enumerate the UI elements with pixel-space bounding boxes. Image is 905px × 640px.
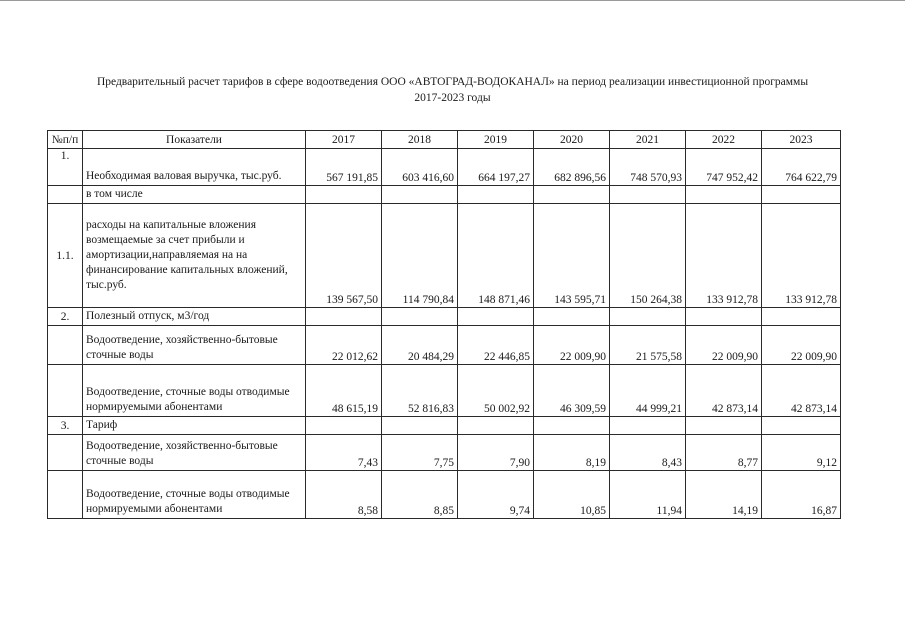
row-value-2020: [534, 186, 610, 204]
row-value-2020: [534, 308, 610, 326]
row-value-2021: 11,94: [610, 471, 686, 519]
row-value-2018: 20 484,29: [382, 326, 458, 365]
row-value-2022: 22 009,90: [686, 326, 762, 365]
row-value-2019: 664 197,27: [458, 149, 534, 186]
row-label: Водоотведение, хозяйственно-бытовые сточные воды: [83, 326, 306, 365]
row-value-2017: 139 567,50: [306, 204, 382, 308]
row-value-2020: 10,85: [534, 471, 610, 519]
document-title: [40, 74, 865, 106]
row-value-2020: 8,19: [534, 435, 610, 471]
table-row-tariff-normalized: [48, 471, 841, 519]
row-value-2021: 44 999,21: [610, 365, 686, 417]
row-value-2017: 7,43: [306, 435, 382, 471]
document-title-line-2: 2017-2023 годы: [414, 92, 491, 104]
table-row-revenue: [48, 149, 841, 186]
table-row-supply-household: [48, 326, 841, 365]
row-label: Водоотведение, хозяйственно-бытовые сточные воды: [83, 435, 306, 471]
table-row-tariff: [48, 417, 841, 435]
header-year-2023: 2023: [762, 131, 841, 149]
row-num: 1.1.: [48, 204, 83, 308]
row-value-2019: [458, 417, 534, 435]
table-row-supply-normalized: [48, 365, 841, 417]
row-value-2017: 8,58: [306, 471, 382, 519]
row-value-2021: 21 575,58: [610, 326, 686, 365]
row-value-2021: 748 570,93: [610, 149, 686, 186]
row-num: 1.: [48, 149, 83, 186]
row-value-2019: 50 002,92: [458, 365, 534, 417]
row-num: [48, 435, 83, 471]
row-value-2020: 46 309,59: [534, 365, 610, 417]
header-year-2020: 2020: [534, 131, 610, 149]
header-year-2022: 2022: [686, 131, 762, 149]
row-value-2021: [610, 417, 686, 435]
header-year-2019: 2019: [458, 131, 534, 149]
row-value-2021: 150 264,38: [610, 204, 686, 308]
header-num: №п/п: [48, 131, 83, 149]
page-top-rule: [0, 0, 905, 1]
tariff-table: [47, 130, 841, 519]
row-value-2020: 22 009,90: [534, 326, 610, 365]
row-value-2023: 9,12: [762, 435, 841, 471]
row-value-2021: 8,43: [610, 435, 686, 471]
row-label: Полезный отпуск, м3/год: [83, 308, 306, 326]
row-value-2019: 7,90: [458, 435, 534, 471]
row-num: [48, 186, 83, 204]
row-num: [48, 365, 83, 417]
row-value-2020: 143 595,71: [534, 204, 610, 308]
row-value-2017: 567 191,85: [306, 149, 382, 186]
row-value-2017: 48 615,19: [306, 365, 382, 417]
row-value-2019: [458, 308, 534, 326]
row-value-2021: [610, 308, 686, 326]
row-value-2019: [458, 186, 534, 204]
document-title-line-1: Предварительный расчет тарифов в сфере водоотведения ООО «АВТОГРАД-ВОДОКАНАЛ» на период реализации инвестиционной программы: [96, 76, 809, 88]
row-value-2023: [762, 308, 841, 326]
row-num: 2.: [48, 308, 83, 326]
row-value-2020: [534, 417, 610, 435]
row-label: в том числе: [83, 186, 306, 204]
row-value-2021: [610, 186, 686, 204]
row-value-2018: [382, 308, 458, 326]
row-label: расходы на капитальные вложения возмещаемые за счет прибыли и амортизации,направляемая на на финансирование капитальных вложений, тыс.руб.: [83, 204, 306, 308]
row-value-2022: [686, 417, 762, 435]
row-value-2017: [306, 308, 382, 326]
row-value-2022: 42 873,14: [686, 365, 762, 417]
row-value-2019: 9,74: [458, 471, 534, 519]
table-row-capital-expenses: [48, 204, 841, 308]
row-value-2022: [686, 308, 762, 326]
row-value-2022: 14,19: [686, 471, 762, 519]
row-value-2022: 747 952,42: [686, 149, 762, 186]
header-year-2017: 2017: [306, 131, 382, 149]
row-value-2019: 22 446,85: [458, 326, 534, 365]
row-value-2020: 682 896,56: [534, 149, 610, 186]
row-value-2018: 52 816,83: [382, 365, 458, 417]
row-value-2018: [382, 417, 458, 435]
row-value-2018: 8,85: [382, 471, 458, 519]
row-value-2023: 42 873,14: [762, 365, 841, 417]
row-value-2019: 148 871,46: [458, 204, 534, 308]
row-value-2022: 8,77: [686, 435, 762, 471]
row-value-2022: [686, 186, 762, 204]
row-value-2017: 22 012,62: [306, 326, 382, 365]
row-value-2018: [382, 186, 458, 204]
header-year-2018: 2018: [382, 131, 458, 149]
row-value-2023: [762, 417, 841, 435]
row-value-2023: 133 912,78: [762, 204, 841, 308]
row-label: Тариф: [83, 417, 306, 435]
row-value-2022: 133 912,78: [686, 204, 762, 308]
row-num: [48, 326, 83, 365]
table-row-useful-supply: [48, 308, 841, 326]
row-label: Водоотведение, сточные воды отводимые нормируемыми абонентами: [83, 471, 306, 519]
table-row-tariff-household: [48, 435, 841, 471]
row-label: Водоотведение, сточные воды отводимые нормируемыми абонентами: [83, 365, 306, 417]
table-row-including: [48, 186, 841, 204]
row-value-2023: 22 009,90: [762, 326, 841, 365]
row-num: 3.: [48, 417, 83, 435]
row-value-2023: [762, 186, 841, 204]
row-value-2018: 603 416,60: [382, 149, 458, 186]
row-num: [48, 471, 83, 519]
row-value-2017: [306, 417, 382, 435]
row-value-2023: 16,87: [762, 471, 841, 519]
row-value-2023: 764 622,79: [762, 149, 841, 186]
row-label: Необходимая валовая выручка, тыс.руб.: [83, 149, 306, 186]
row-value-2018: 7,75: [382, 435, 458, 471]
row-value-2017: [306, 186, 382, 204]
header-year-2021: 2021: [610, 131, 686, 149]
table-header-row: [48, 131, 841, 149]
row-value-2018: 114 790,84: [382, 204, 458, 308]
header-indicator: Показатели: [83, 131, 306, 149]
